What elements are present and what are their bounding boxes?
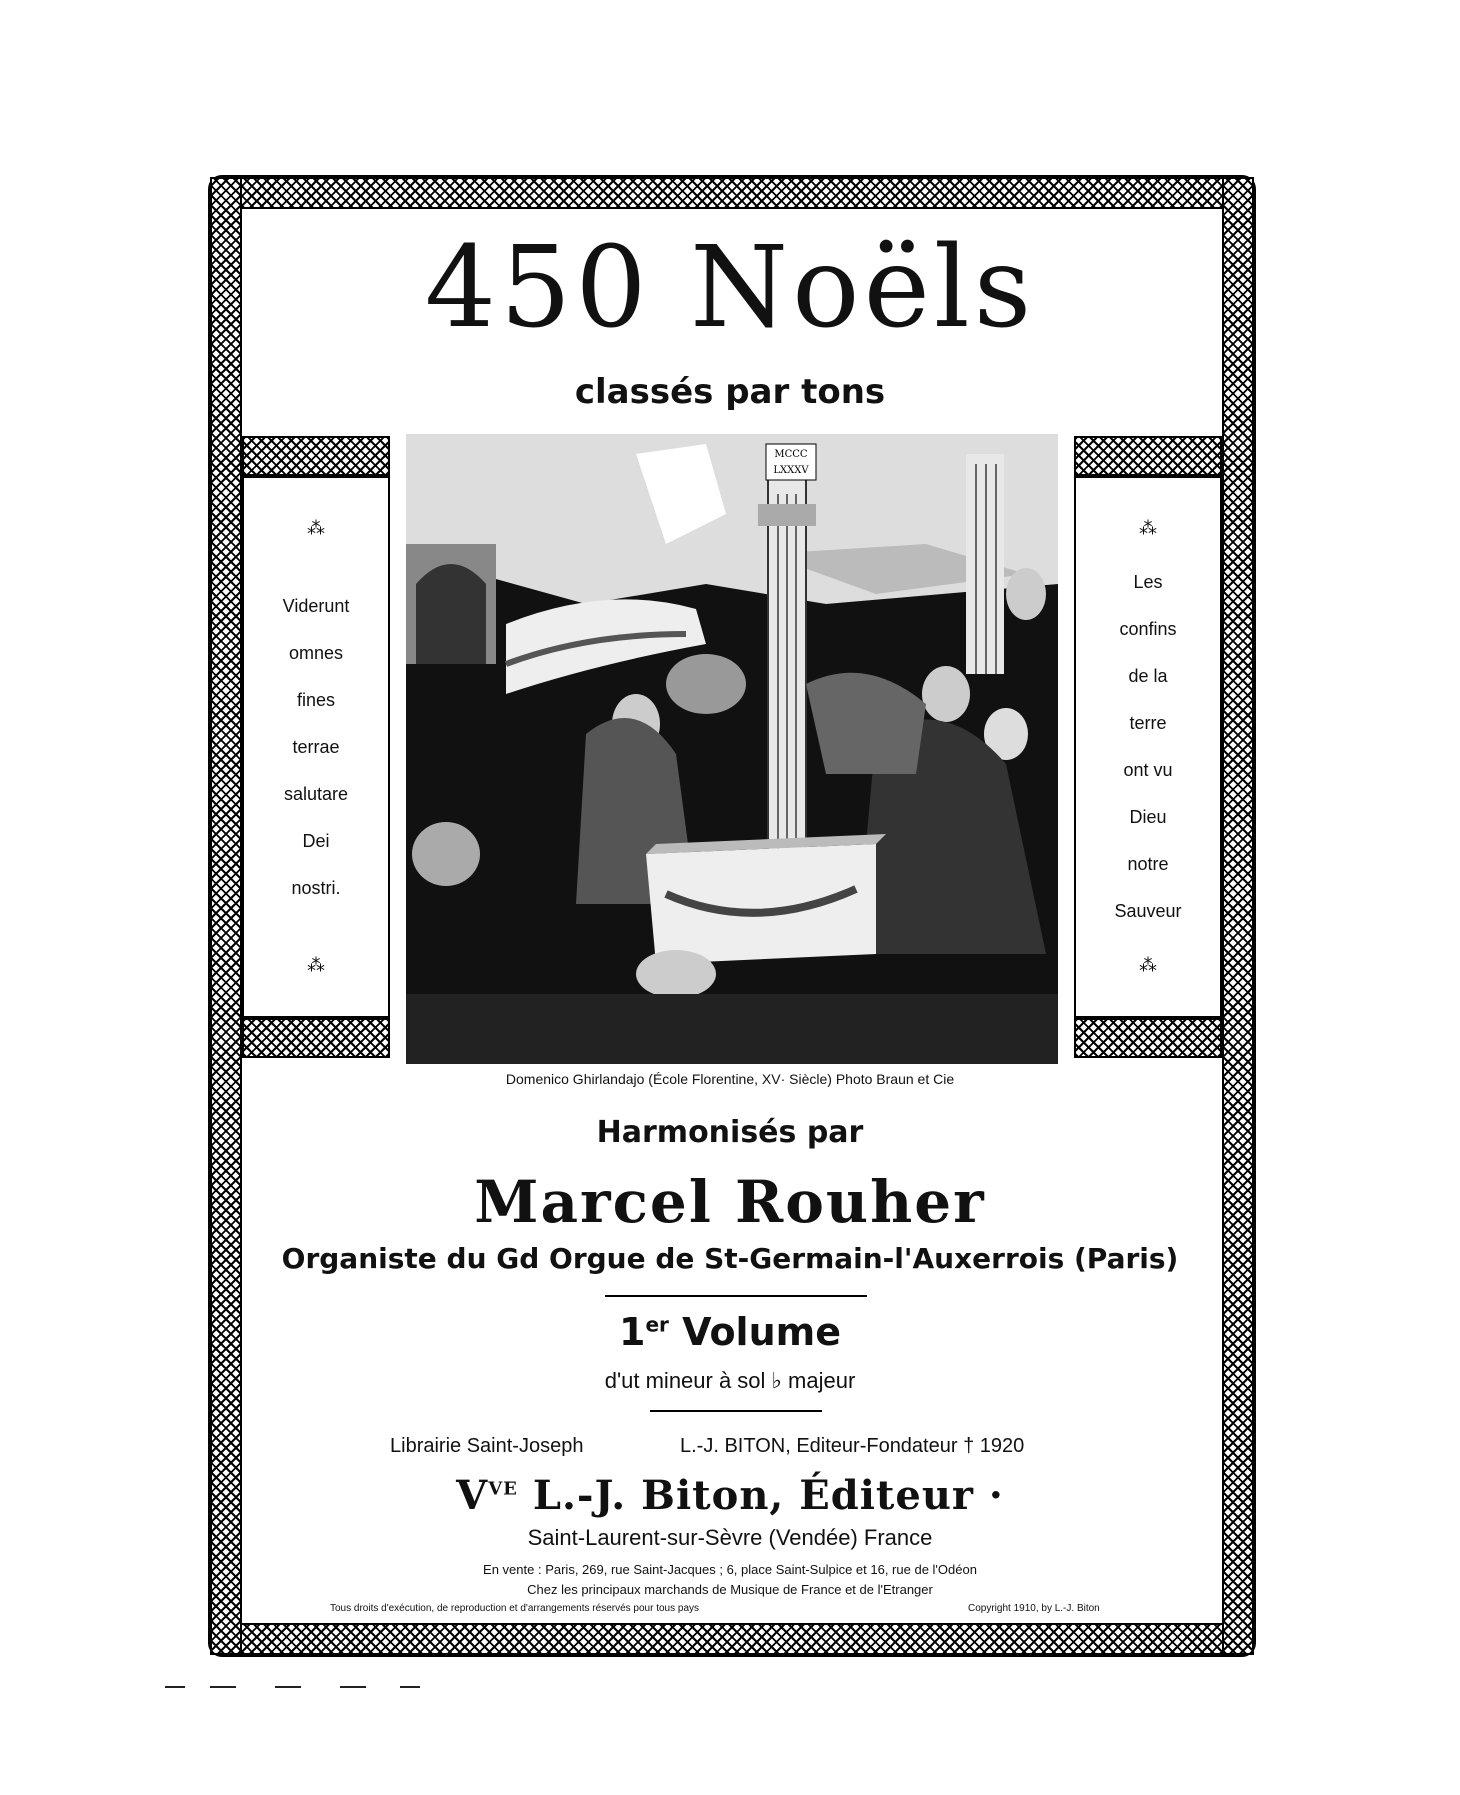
- left-panel-ornament-bottom: [242, 1018, 390, 1058]
- composer-name: Marcel Rouher: [474, 1168, 986, 1236]
- scan-mark: [275, 1686, 301, 1688]
- right-line: notre: [1127, 854, 1169, 874]
- right-line: Les: [1133, 572, 1163, 592]
- harmonized-label: Harmonisés par: [596, 1115, 864, 1150]
- composer-position: Organiste du Gd Orgue de St-Germain-l'Auxerrois (Paris): [281, 1242, 1179, 1275]
- painting-caption: Domenico Ghirlandajo (École Florentine, XV· Siècle) Photo Braun et Cie: [505, 1071, 955, 1087]
- ornamental-border-top: [210, 177, 1254, 209]
- scan-mark: [340, 1686, 366, 1688]
- fleuron-icon: ⁂: [307, 955, 325, 976]
- librairie-name: Librairie Saint-Joseph: [390, 1435, 584, 1457]
- publisher-name: [0, 1472, 1460, 1519]
- right-line: terre: [1129, 713, 1167, 733]
- divider-rule: [605, 1295, 867, 1297]
- publisher-address: Saint-Laurent-sur-Sèvre (Vendée) France: [527, 1525, 933, 1550]
- volume-suffix: er: [645, 1312, 669, 1337]
- left-line: salutare: [283, 783, 349, 804]
- left-line: Dei: [302, 830, 330, 851]
- left-line: terrae: [292, 736, 340, 757]
- scan-mark: [165, 1686, 185, 1688]
- divider-rule: [650, 1410, 822, 1412]
- key-range: d'ut mineur à sol ♭ majeur: [604, 1368, 856, 1393]
- scan-mark: [400, 1686, 420, 1688]
- right-panel-ornament-top: [1074, 436, 1222, 476]
- left-panel-ornament-top: [242, 436, 390, 476]
- fleuron-icon: ⁂: [1139, 955, 1157, 976]
- right-line: ont vu: [1123, 760, 1173, 780]
- inscription-line-2: LXXXV: [773, 465, 809, 476]
- scan-mark: [210, 1686, 236, 1688]
- subtitle: classés par tons: [574, 372, 886, 412]
- sale-line-1: En vente : Paris, 269, rue Saint-Jacques ; 6, place Saint-Sulpice et 16, rue de l'Odéon: [483, 1562, 977, 1577]
- left-side-panel: [242, 436, 390, 1058]
- page-title: 450 Noëls: [424, 223, 1036, 353]
- rights-notice: Tous droits d'exécution, de reproduction et d'arrangements réservés pour tous pays: [330, 1603, 700, 1614]
- left-panel-text: [242, 476, 390, 1018]
- right-line: Sauveur: [1114, 901, 1182, 921]
- founder-line: L.-J. BITON, Editeur-Fondateur † 1920: [680, 1435, 1025, 1457]
- fleuron-icon: ⁂: [1139, 518, 1157, 539]
- volume-heading: [0, 1310, 1460, 1354]
- right-line: confins: [1119, 619, 1177, 639]
- fleuron-icon: ⁂: [307, 518, 325, 539]
- right-panel-lines: [1114, 572, 1181, 922]
- volume-number: 1: [618, 1310, 646, 1354]
- inscription-line-1: MCCC: [774, 449, 808, 460]
- copyright-notice: Copyright 1910, by L.-J. Biton: [968, 1603, 1100, 1614]
- left-panel-lines: [283, 596, 350, 899]
- left-line: nostri.: [291, 877, 341, 898]
- right-side-panel: [1074, 436, 1222, 1058]
- left-line: Viderunt: [282, 595, 350, 616]
- right-line: Dieu: [1129, 807, 1167, 827]
- left-line: omnes: [288, 642, 344, 663]
- publisher-main: L.-J. Biton, Éditeur ·: [532, 1472, 1004, 1519]
- volume-label: Volume: [682, 1310, 841, 1354]
- right-line: de la: [1128, 666, 1168, 686]
- publisher-prefix-sup: VE: [488, 1478, 518, 1500]
- left-line: fines: [296, 689, 336, 710]
- nativity-painting: [406, 434, 1058, 1064]
- publisher-prefix: V: [456, 1472, 489, 1519]
- ornamental-border-bottom: [210, 1623, 1254, 1655]
- right-panel-text: [1074, 476, 1222, 1018]
- sale-line-2: Chez les principaux marchands de Musique de France et de l'Etranger: [527, 1582, 933, 1597]
- right-panel-ornament-bottom: [1074, 1018, 1222, 1058]
